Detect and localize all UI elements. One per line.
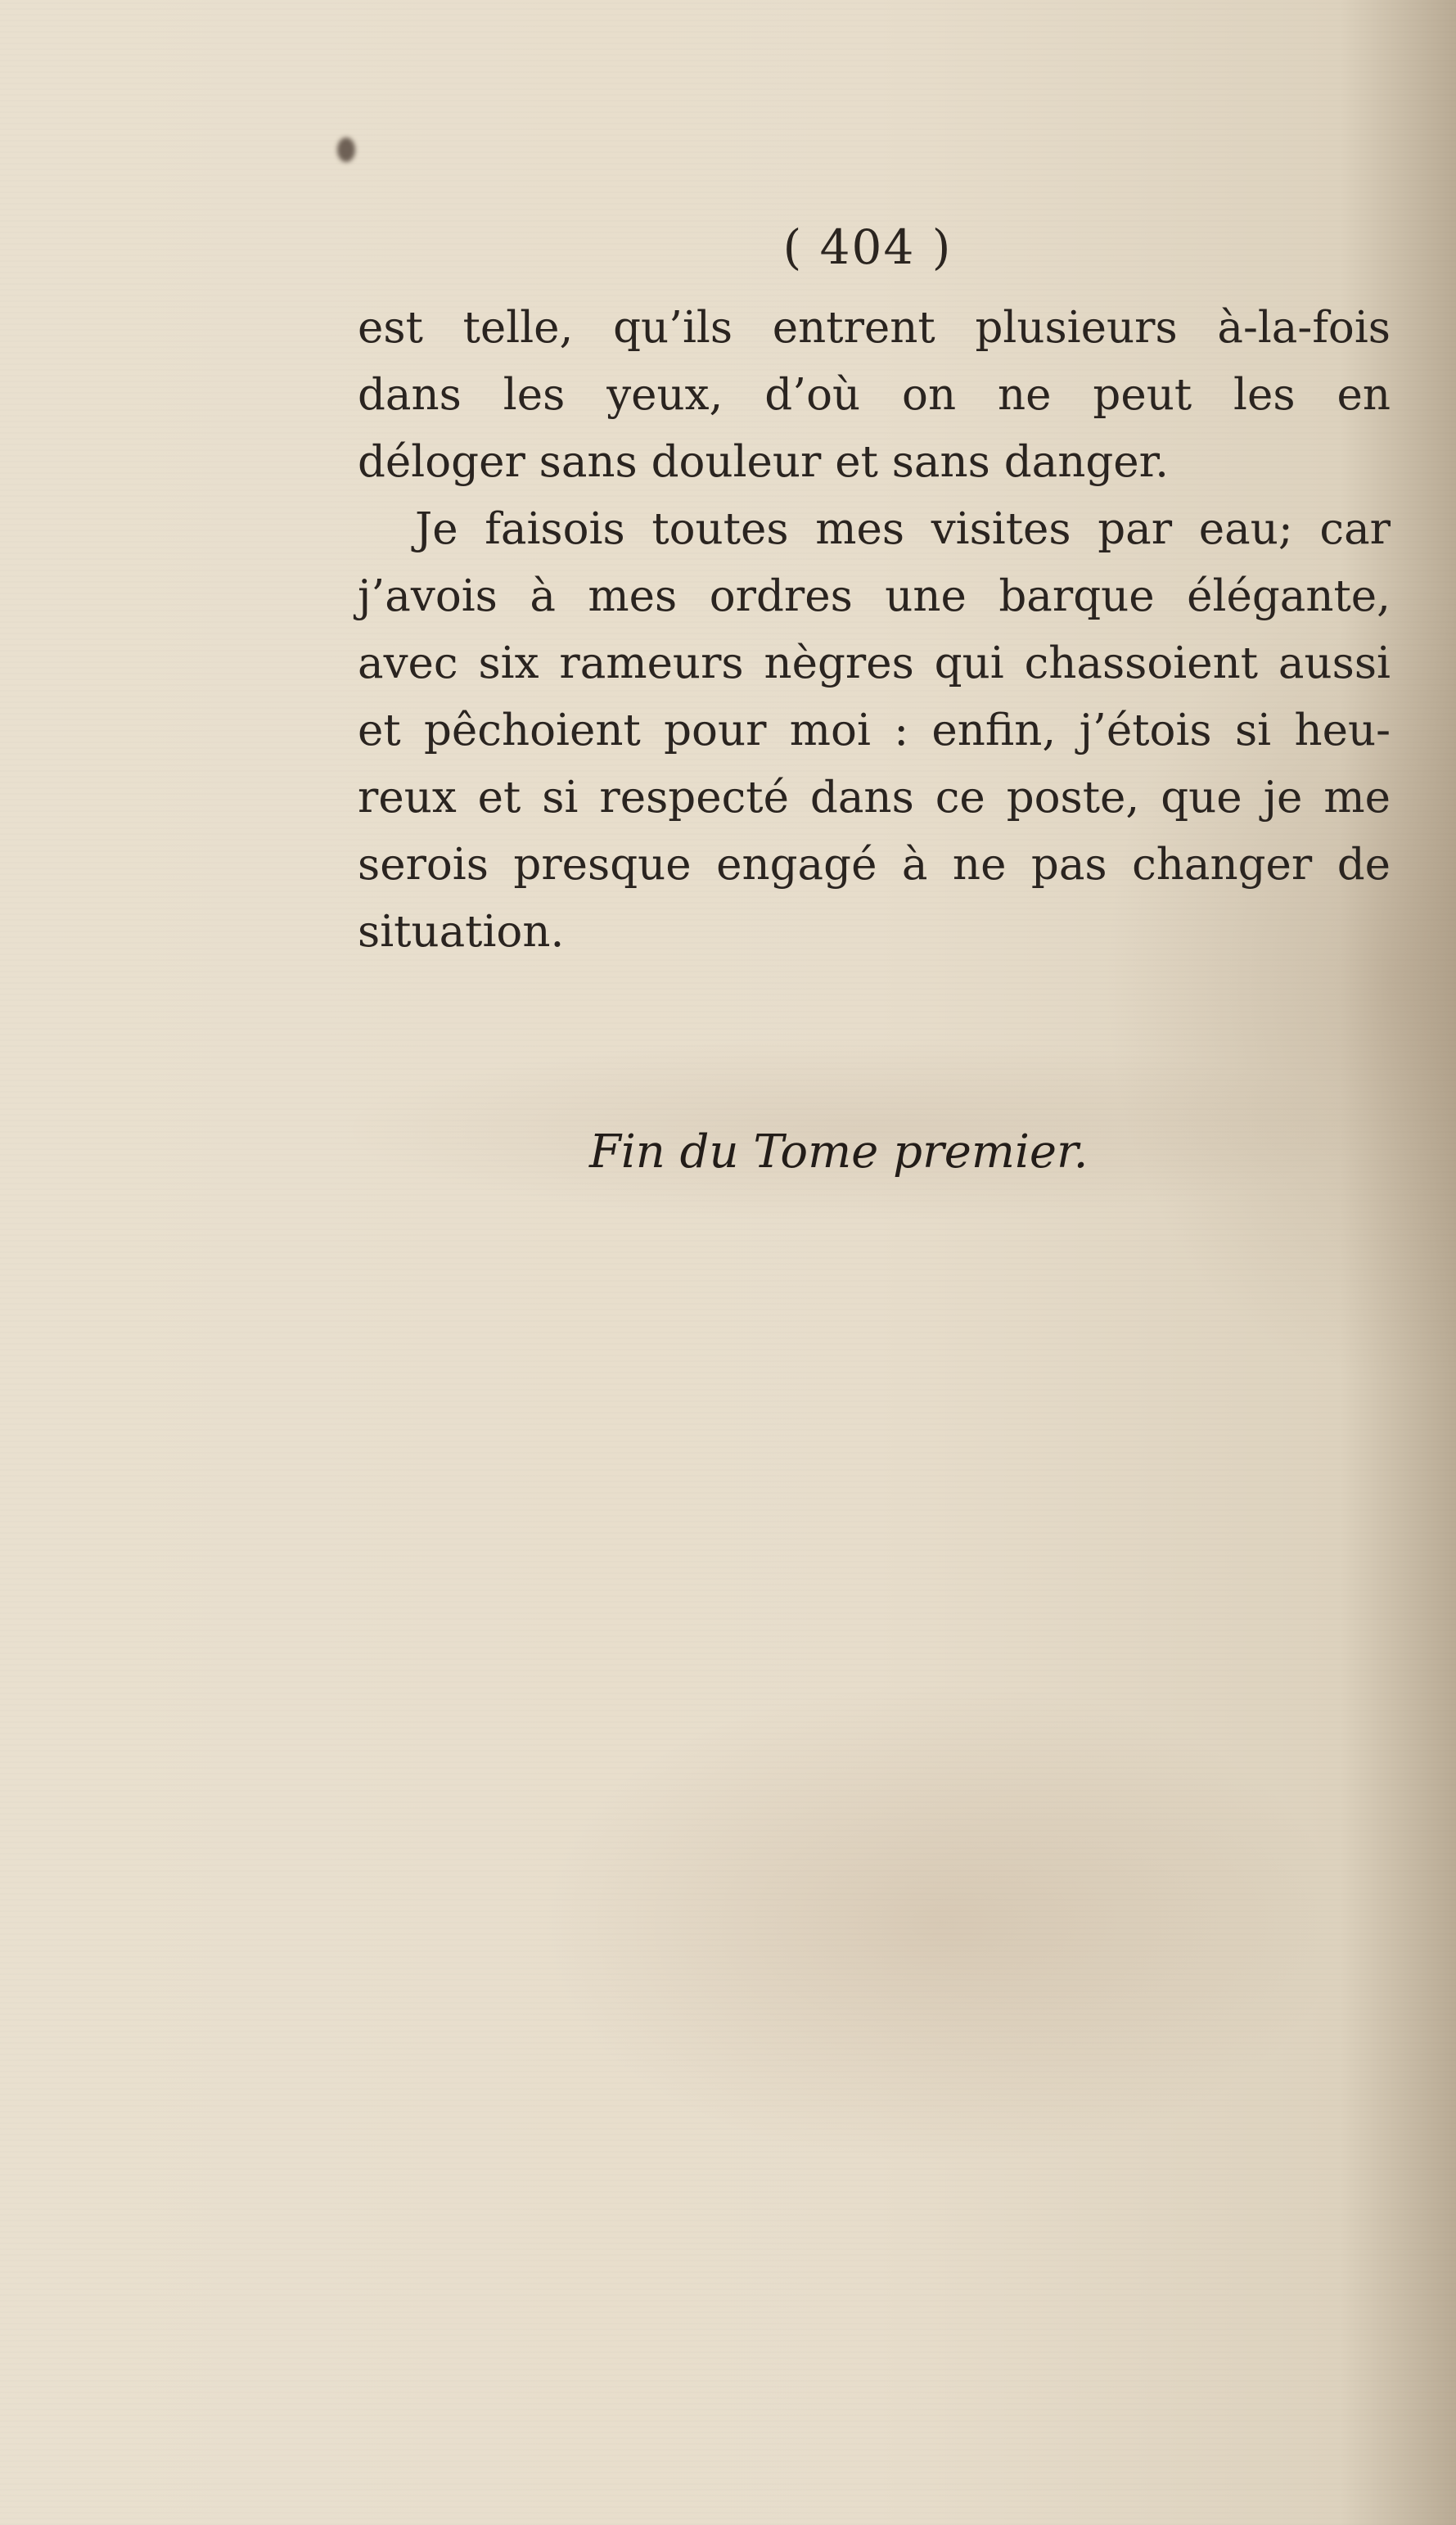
text-line: serois presque engagé à ne pas changer de [358,840,1391,890]
text-line: j’avois à mes ordres une barque élégante, [358,571,1391,621]
text-line: est telle, qu’ils entrent plusieurs à-la-fois [358,303,1391,353]
closing-line: Fin du Tome premier. [589,1125,1089,1179]
text-line: Je faisois toutes mes visites par eau; car [415,504,1391,554]
body-text [358,295,1391,966]
page-number: ( 404 ) [782,219,953,275]
text-line: avec six rameurs nègres qui chassoient aussi [358,638,1391,688]
text-line: reux et si respecté dans ce poste, que je me [358,773,1391,823]
text-line: situation. [358,907,565,957]
text-line: et pêchoient pour moi : enfin, j’étois si heu- [358,706,1391,755]
ink-spot [337,138,355,162]
text-line: déloger sans douleur et sans danger. [358,437,1170,487]
text-line: dans les yeux, d’où on ne peut les en [358,370,1391,420]
